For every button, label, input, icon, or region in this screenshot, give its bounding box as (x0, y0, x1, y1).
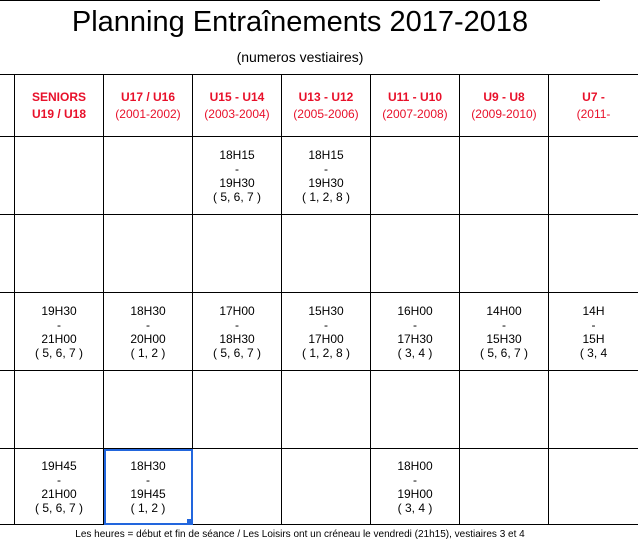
start-time: 19H45 (41, 458, 77, 473)
start-time: 16H00 (397, 303, 433, 318)
schedule-cell[interactable] (282, 293, 371, 371)
end-time: 19H30 (219, 175, 255, 190)
time-separator: - (146, 472, 150, 487)
locker-rooms: ( 3, 4 (579, 345, 608, 360)
locker-rooms: ( 5, 6, 7 ) (212, 345, 262, 360)
end-time: 15H30 (486, 331, 522, 346)
end-time: 19H00 (397, 486, 433, 501)
time-separator: - (324, 317, 328, 332)
schedule-cell[interactable] (282, 449, 371, 525)
schedule-cell[interactable] (193, 137, 282, 215)
schedule-cell[interactable] (15, 215, 104, 293)
start-time: 14H00 (486, 303, 522, 318)
time-separator: - (413, 317, 417, 332)
column-category: SENIORS (31, 89, 86, 104)
locker-rooms: ( 5, 6, 7 ) (34, 500, 84, 515)
top-border (0, 0, 600, 1)
locker-rooms: ( 1, 2, 8 ) (301, 189, 351, 204)
column-years: (2009-2010) (471, 106, 537, 121)
end-time: 18H30 (219, 331, 255, 346)
start-time: 18H30 (130, 303, 166, 318)
column-category: U7 - (582, 89, 605, 104)
end-time: 17H00 (308, 331, 344, 346)
page-subtitle: (numeros vestiaires) (236, 49, 364, 65)
column-years: (2001-2002) (115, 106, 181, 121)
schedule-cell[interactable] (104, 215, 193, 293)
schedule-cell[interactable] (460, 137, 549, 215)
schedule-cell[interactable] (460, 215, 549, 293)
column-header[interactable] (193, 75, 282, 137)
column-header[interactable] (15, 75, 104, 137)
column-category: U9 - U8 (483, 89, 525, 104)
row-label-cell[interactable] (0, 215, 15, 293)
column-years: (2003-2004) (204, 106, 270, 121)
schedule-cell[interactable] (282, 137, 371, 215)
time-separator: - (146, 317, 150, 332)
column-years: (2011- (576, 106, 611, 121)
schedule-cell[interactable] (15, 137, 104, 215)
column-category: U15 - U14 (209, 89, 265, 104)
schedule-cell[interactable] (15, 371, 104, 449)
column-header[interactable] (549, 75, 638, 137)
locker-rooms: ( 3, 4 ) (397, 345, 433, 360)
column-header[interactable] (460, 75, 549, 137)
locker-rooms: ( 5, 6, 7 ) (34, 345, 84, 360)
schedule-cell[interactable] (549, 215, 638, 293)
schedule-cell[interactable] (460, 371, 549, 449)
column-category: U13 - U12 (298, 89, 354, 104)
start-time: 18H15 (308, 147, 344, 162)
schedule-cell[interactable] (371, 293, 460, 371)
row-label-cell[interactable] (0, 137, 15, 215)
start-time: 19H30 (41, 303, 77, 318)
schedule-cell[interactable] (371, 137, 460, 215)
schedule-cell[interactable] (104, 371, 193, 449)
locker-rooms: ( 1, 2 ) (130, 345, 166, 360)
row-label-cell[interactable] (0, 449, 15, 525)
schedule-cell[interactable] (460, 449, 549, 525)
time-separator: - (57, 317, 61, 332)
time-separator: - (235, 161, 239, 176)
schedule-cell[interactable] (193, 371, 282, 449)
column-years: U19 / U18 (31, 106, 87, 121)
schedule-cell[interactable] (282, 371, 371, 449)
end-time: 19H30 (308, 175, 344, 190)
selected-schedule-cell[interactable] (104, 449, 193, 525)
column-category: U17 / U16 (120, 89, 176, 104)
time-separator: - (502, 317, 506, 332)
time-separator: - (235, 317, 239, 332)
start-time: 17H00 (219, 303, 255, 318)
start-time: 18H30 (130, 458, 166, 473)
column-category: U11 - U10 (387, 89, 443, 104)
time-separator: - (324, 161, 328, 176)
time-separator: - (57, 472, 61, 487)
schedule-cell[interactable] (460, 293, 549, 371)
page-title: Planning Entraînements 2017-2018 (71, 6, 529, 38)
schedule-cell[interactable] (104, 293, 193, 371)
schedule-cell[interactable] (371, 449, 460, 525)
row-label-cell[interactable] (0, 75, 15, 137)
schedule-cell[interactable] (549, 371, 638, 449)
start-time: 15H30 (308, 303, 344, 318)
start-time: 18H00 (397, 458, 433, 473)
end-time: 19H45 (130, 486, 166, 501)
locker-rooms: ( 5, 6, 7 ) (212, 189, 262, 204)
end-time: 20H00 (130, 331, 166, 346)
schedule-cell[interactable] (15, 293, 104, 371)
end-time: 17H30 (397, 331, 433, 346)
schedule-cell[interactable] (549, 449, 638, 525)
locker-rooms: ( 3, 4 ) (397, 500, 433, 515)
schedule-cell[interactable] (104, 137, 193, 215)
time-separator: - (591, 317, 596, 332)
footer-note: Les heures = début et fin de séance / Les Loisirs ont un créneau le vendredi (21h15), vestiaires 3 et 4 (75, 529, 525, 540)
schedule-cell[interactable] (549, 293, 638, 371)
schedule-cell[interactable] (193, 293, 282, 371)
schedule-table (0, 74, 638, 525)
locker-rooms: ( 1, 2 ) (130, 500, 166, 515)
row-label-cell[interactable] (0, 293, 15, 371)
end-time: 15H (582, 331, 605, 346)
time-separator: - (413, 472, 417, 487)
schedule-cell[interactable] (371, 215, 460, 293)
schedule-cell[interactable] (193, 449, 282, 525)
schedule-cell[interactable] (15, 449, 104, 525)
end-time: 21H00 (41, 331, 77, 346)
schedule-cell[interactable] (371, 371, 460, 449)
locker-rooms: ( 5, 6, 7 ) (479, 345, 529, 360)
column-header[interactable] (104, 75, 193, 137)
column-years: (2007-2008) (382, 106, 448, 121)
column-header[interactable] (282, 75, 371, 137)
row-label-cell[interactable] (0, 371, 15, 449)
schedule-cell[interactable] (193, 215, 282, 293)
end-time: 21H00 (41, 486, 77, 501)
start-time: 14H (582, 303, 605, 318)
locker-rooms: ( 1, 2, 8 ) (301, 345, 351, 360)
column-header[interactable] (371, 75, 460, 137)
selection-fill-handle[interactable] (187, 519, 193, 525)
start-time: 18H15 (219, 147, 255, 162)
column-years: (2005-2006) (293, 106, 359, 121)
schedule-cell[interactable] (549, 137, 638, 215)
schedule-cell[interactable] (282, 215, 371, 293)
